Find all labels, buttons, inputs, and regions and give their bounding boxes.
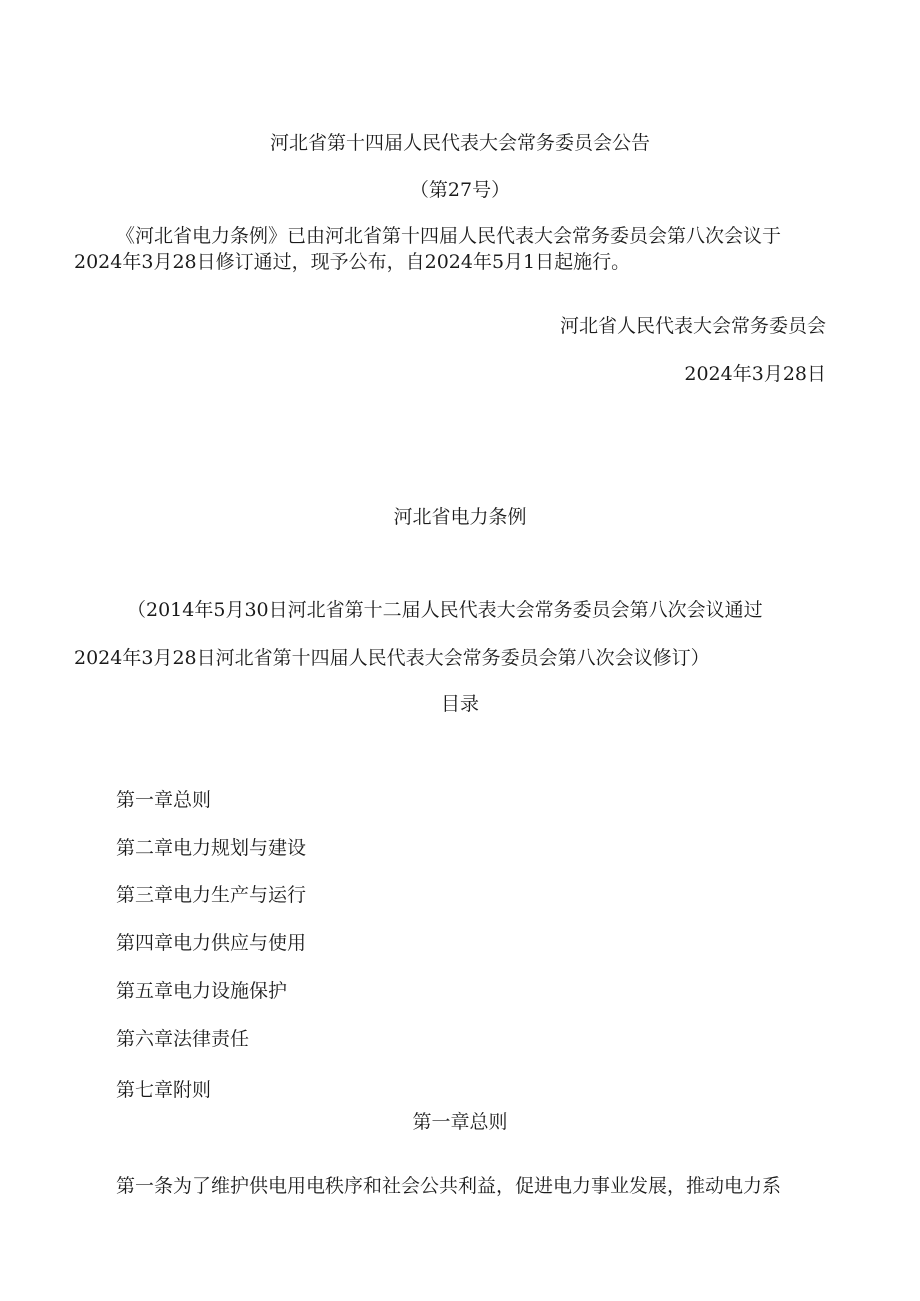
toc-item-chapter-7: 第七章附则	[116, 1079, 212, 1101]
announcement-date: 2024年3月28日	[684, 363, 826, 385]
toc-heading: 目录	[440, 693, 479, 715]
chapter-1-heading: 第一章总则	[412, 1111, 508, 1133]
announcement-title: 河北省第十四届人民代表大会常务委员会公告	[269, 132, 650, 154]
regulation-title: 河北省电力条例	[393, 506, 527, 528]
announcement-body-line-1: 《河北省电力条例》已由河北省第十四届人民代表大会常务委员会第八次会议于	[116, 225, 782, 247]
toc-item-chapter-3: 第三章电力生产与运行	[116, 884, 307, 906]
announcement-issuer: 河北省人民代表大会常务委员会	[559, 315, 826, 337]
toc-item-chapter-1: 第一章总则	[116, 789, 212, 811]
toc-item-chapter-4: 第四章电力供应与使用	[116, 932, 307, 954]
article-1-line-1: 第一条为了维护供电用电秩序和社会公共利益，促进电力事业发展，推动电力系	[116, 1175, 782, 1197]
regulation-history-line-1: （2014年5月30日河北省第十二届人民代表大会常务委员会第八次会议通过	[127, 599, 763, 621]
toc-item-chapter-5: 第五章电力设施保护	[116, 980, 288, 1002]
announcement-number: （第27号）	[409, 179, 511, 201]
regulation-history-line-2: 2024年3月28日河北省第十四届人民代表大会常务委员会第八次会议修订）	[74, 647, 710, 669]
announcement-body-line-2: 2024年3月28日修订通过，现予公布，自2024年5月1日起施行。	[74, 251, 631, 273]
toc-item-chapter-6: 第六章法律责任	[116, 1028, 250, 1050]
toc-item-chapter-2: 第二章电力规划与建设	[116, 837, 307, 859]
